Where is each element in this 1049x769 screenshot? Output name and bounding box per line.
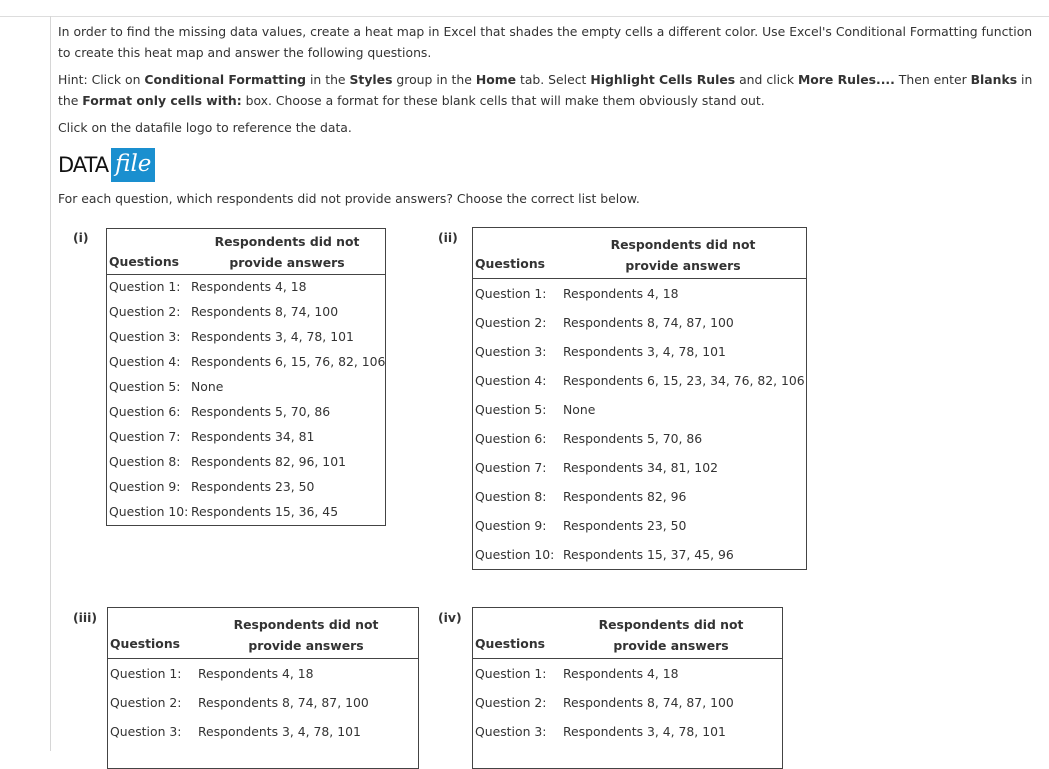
hint-text: Then enter xyxy=(894,72,971,87)
table-row xyxy=(475,344,726,359)
header-respondents xyxy=(583,234,783,276)
row-answer: Respondents 3, 4, 78, 101 xyxy=(198,724,361,739)
row-answer: Respondents 4, 18 xyxy=(563,286,679,301)
hint-text: in the xyxy=(306,72,350,87)
hint-bold: Conditional Formatting xyxy=(144,72,307,87)
row-answer: Respondents 6, 15, 23, 34, 76, 82, 106 xyxy=(563,373,805,388)
table-header xyxy=(107,229,385,275)
row-answer: Respondents 5, 70, 86 xyxy=(191,404,331,419)
hint-bold: Styles xyxy=(349,72,393,87)
header-questions: Questions xyxy=(475,256,546,271)
row-question: Question 2: xyxy=(475,695,547,710)
table-row xyxy=(109,279,307,294)
row-question: Question 4: xyxy=(109,354,181,369)
table-row xyxy=(475,402,596,417)
datafile-logo-data: DATA xyxy=(58,153,109,177)
row-answer: Respondents 82, 96 xyxy=(563,489,687,504)
hint-text: tab. Select xyxy=(516,72,591,87)
header-respondents-line2: provide answers xyxy=(248,638,364,653)
row-answer: Respondents 82, 96, 101 xyxy=(191,454,346,469)
row-question: Question 2: xyxy=(110,695,182,710)
header-respondents-line1: Respondents did not xyxy=(598,617,744,632)
header-respondents xyxy=(189,231,385,273)
option-table-i xyxy=(106,228,386,526)
row-answer: Respondents 4, 18 xyxy=(191,279,307,294)
header-questions: Questions xyxy=(110,636,181,651)
table-row xyxy=(110,695,369,710)
row-question: Question 8: xyxy=(475,489,547,504)
hint-text: and click xyxy=(735,72,798,87)
row-question: Question 2: xyxy=(475,315,547,330)
row-question: Question 6: xyxy=(109,404,181,419)
row-answer: Respondents 5, 70, 86 xyxy=(563,431,703,446)
header-respondents-line1: Respondents did not xyxy=(214,234,360,249)
table-row xyxy=(109,304,339,319)
table-row xyxy=(475,666,679,681)
table-row xyxy=(475,489,687,504)
table-row xyxy=(475,315,734,330)
top-bar xyxy=(0,0,1049,17)
row-answer: Respondents 4, 18 xyxy=(198,666,314,681)
hint-bold: Highlight Cells Rules xyxy=(590,72,736,87)
row-question: Question 6: xyxy=(475,431,547,446)
table-row xyxy=(475,724,726,739)
header-respondents-line1: Respondents did not xyxy=(233,617,379,632)
hint-bold: More Rules.... xyxy=(797,72,895,87)
row-question: Question 9: xyxy=(109,479,181,494)
row-answer: Respondents 15, 36, 45 xyxy=(191,504,339,519)
row-question: Question 10: xyxy=(475,547,555,562)
option-table-iii xyxy=(107,607,419,769)
row-answer: Respondents 4, 18 xyxy=(563,666,679,681)
header-respondents-line2: provide answers xyxy=(613,638,729,653)
row-answer: Respondents 15, 37, 45, 96 xyxy=(563,547,734,562)
row-answer: Respondents 3, 4, 78, 101 xyxy=(563,344,726,359)
option-table-iv xyxy=(472,607,783,769)
table-row xyxy=(109,379,224,394)
table-header xyxy=(473,608,782,659)
row-question: Question 8: xyxy=(109,454,181,469)
table-row xyxy=(475,373,805,388)
row-question: Question 1: xyxy=(475,286,547,301)
row-answer: Respondents 23, 50 xyxy=(563,518,687,533)
row-question: Question 7: xyxy=(475,460,547,475)
datafile-logo-file: file xyxy=(111,148,155,182)
hint-text: in the xyxy=(58,72,1033,108)
row-question: Question 5: xyxy=(109,379,181,394)
row-question: Question 3: xyxy=(475,344,547,359)
option-label-i[interactable]: (i) xyxy=(73,230,89,245)
table-header xyxy=(473,228,806,279)
header-respondents xyxy=(196,614,416,656)
header-respondents xyxy=(561,614,781,656)
question-prompt: For each question, which respondents did not provide answers? Choose the correct list below. xyxy=(58,191,640,206)
row-answer: Respondents 34, 81 xyxy=(191,429,315,444)
row-question: Question 1: xyxy=(110,666,182,681)
table-row xyxy=(110,724,361,739)
row-answer: Respondents 8, 74, 100 xyxy=(191,304,339,319)
instructions-paragraph: In order to find the missing data values, create a heat map in Excel that shades the empty cells a different color. Use Excel's Conditional Formatting function to create this heat map and answer the following questions. xyxy=(58,24,1033,60)
table-row xyxy=(109,404,331,419)
option-label-ii[interactable]: (ii) xyxy=(438,230,458,245)
hint-bold: Format only cells with: xyxy=(82,93,242,108)
table-row xyxy=(109,479,315,494)
row-question: Question 9: xyxy=(475,518,547,533)
header-respondents-line2: provide answers xyxy=(229,255,345,270)
table-row xyxy=(109,504,339,519)
table-header xyxy=(108,608,418,659)
hint-text: group in the xyxy=(392,72,476,87)
row-question: Question 2: xyxy=(109,304,181,319)
table-row xyxy=(475,286,679,301)
option-table-ii xyxy=(472,227,807,570)
table-row xyxy=(109,329,354,344)
hint-paragraph xyxy=(58,69,1033,111)
row-question: Question 10: xyxy=(109,504,189,519)
row-question: Question 1: xyxy=(109,279,181,294)
hint-text: Hint: Click on xyxy=(58,72,145,87)
table-row xyxy=(109,429,315,444)
option-label-iv[interactable]: (iv) xyxy=(438,610,462,625)
row-question: Question 4: xyxy=(475,373,547,388)
datafile-instruction: Click on the datafile logo to reference the data. xyxy=(58,120,352,135)
row-answer: Respondents 23, 50 xyxy=(191,479,315,494)
row-answer: Respondents 34, 81, 102 xyxy=(563,460,718,475)
row-question: Question 5: xyxy=(475,402,547,417)
option-label-iii[interactable]: (iii) xyxy=(73,610,98,625)
row-answer: Respondents 3, 4, 78, 101 xyxy=(563,724,726,739)
row-question: Question 1: xyxy=(475,666,547,681)
header-respondents-line2: provide answers xyxy=(625,258,741,273)
row-answer: None xyxy=(191,379,224,394)
table-row xyxy=(475,431,703,446)
row-question: Question 3: xyxy=(109,329,181,344)
hint-bold: Blanks xyxy=(970,72,1018,87)
row-answer: Respondents 8, 74, 87, 100 xyxy=(563,315,734,330)
table-row xyxy=(475,518,687,533)
row-question: Question 3: xyxy=(475,724,547,739)
table-row xyxy=(475,547,734,562)
row-question: Question 7: xyxy=(109,429,181,444)
table-row xyxy=(475,695,734,710)
row-answer: Respondents 6, 15, 76, 82, 106 xyxy=(191,354,386,369)
header-questions: Questions xyxy=(109,254,180,269)
header-respondents-line1: Respondents did not xyxy=(610,237,756,252)
hint-bold: Home xyxy=(475,72,517,87)
row-answer: Respondents 8, 74, 87, 100 xyxy=(198,695,369,710)
table-row xyxy=(109,354,386,369)
table-row xyxy=(475,460,718,475)
datafile-logo[interactable] xyxy=(58,148,155,182)
row-answer: None xyxy=(563,402,596,417)
table-row xyxy=(110,666,314,681)
table-row xyxy=(109,454,346,469)
row-question: Question 3: xyxy=(110,724,182,739)
hint-text: box. Choose a format for these blank cells that will make them obviously stand out. xyxy=(241,93,765,108)
header-questions: Questions xyxy=(475,636,546,651)
row-answer: Respondents 8, 74, 87, 100 xyxy=(563,695,734,710)
row-answer: Respondents 3, 4, 78, 101 xyxy=(191,329,354,344)
